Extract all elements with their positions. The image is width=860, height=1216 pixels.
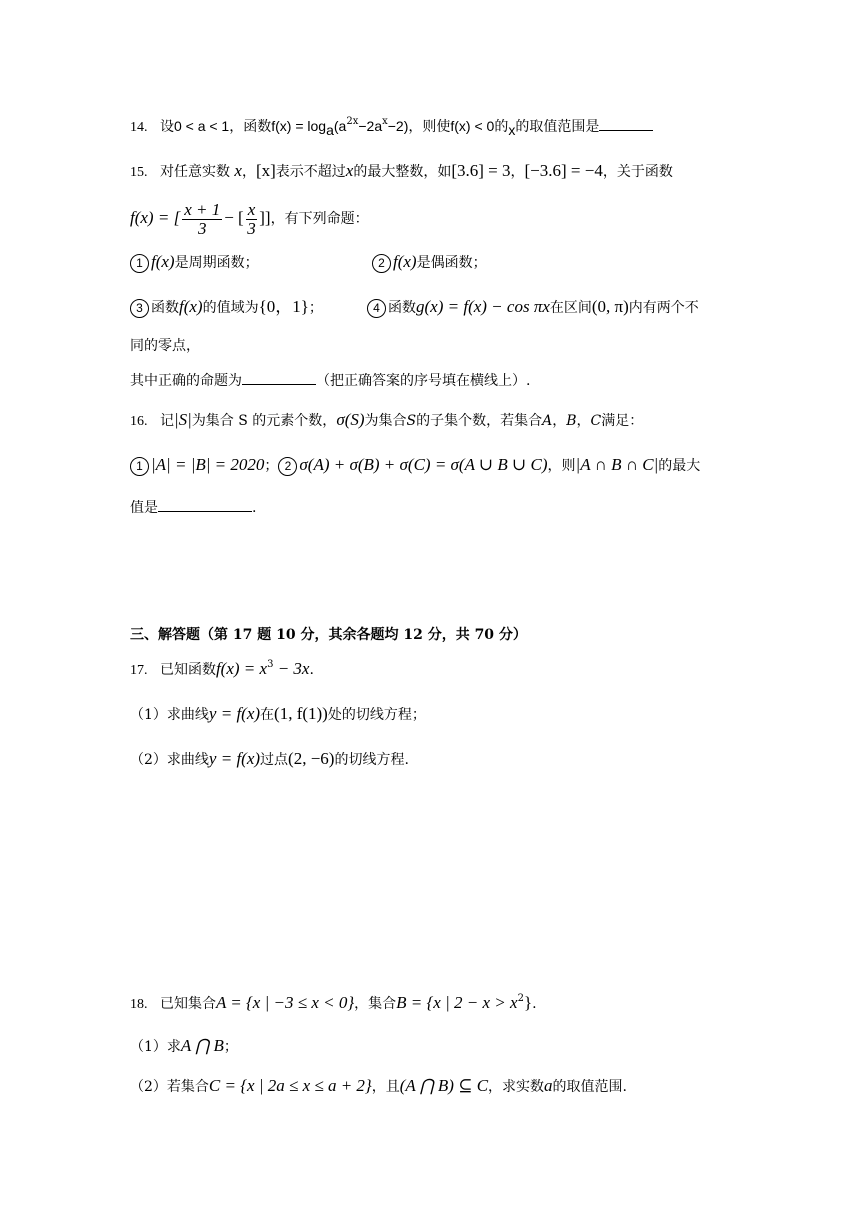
numerator: x (247, 199, 256, 219)
text: . (252, 500, 257, 516)
text: 在区间 (549, 300, 592, 316)
question-17 (130, 659, 314, 681)
math: x (234, 161, 242, 180)
proposition-4 (367, 297, 699, 318)
question-15-ending (130, 370, 530, 391)
fraction (182, 201, 222, 238)
text: ， (576, 413, 591, 429)
math: [3.6] = 3 (451, 161, 511, 180)
text: 记 (159, 413, 174, 429)
question-18-part-2 (130, 1076, 627, 1097)
text: 过点 (260, 752, 289, 768)
math: σ(A) + σ(B) + σ(C) = σ(A ∪ B ∪ C) (299, 455, 548, 474)
numerator: x + 1 (184, 199, 221, 219)
text: 的最大整数，如 (353, 164, 452, 180)
text: ； (223, 1039, 238, 1055)
text: 已知函数 (159, 662, 216, 678)
text: 函数 (151, 300, 179, 316)
question-17-part-1 (130, 704, 426, 725)
math: C = {x | 2a ≤ x ≤ a + 2} (208, 1076, 372, 1095)
math: [−3.6] = −4 (524, 161, 603, 180)
question-number: 14. (130, 120, 148, 135)
question-number: 17. (130, 663, 148, 678)
text: ； (308, 300, 323, 316)
text: （2）求曲线 (130, 752, 209, 768)
math: } (523, 993, 533, 1012)
math: f(x) (151, 252, 175, 271)
answer-blank (158, 497, 252, 512)
text: ； (264, 458, 279, 474)
math: f(x) (179, 297, 203, 316)
text: 值是 (130, 500, 158, 516)
math-sup: 2x (346, 116, 359, 127)
math: f(x) < 0 (450, 118, 495, 134)
math: (2, −6) (288, 749, 335, 768)
math: B = {x | 2 − x > x (396, 993, 518, 1012)
text: ， (510, 164, 525, 180)
function-definition (130, 200, 369, 238)
math: x (345, 161, 354, 180)
question-18-part-1 (130, 1036, 238, 1057)
math: A ⋂ B (180, 1036, 224, 1055)
math: − [ (224, 208, 244, 227)
math: A (542, 413, 553, 429)
math: 0 < a < 1 (173, 118, 230, 134)
text: 的最大 (658, 458, 701, 474)
math: f(x) = x (215, 659, 268, 678)
text: ，求实数 (488, 1079, 545, 1095)
math: |A| = |B| = 2020 (151, 455, 265, 474)
circled-number: 3 (130, 299, 149, 318)
math: (A ⋂ B) ⊆ C (399, 1076, 489, 1095)
text: 对任意实数 (159, 164, 230, 180)
text: 为集合 (364, 413, 407, 429)
math: (1, f(1)) (274, 704, 328, 723)
math: − 3x (273, 659, 310, 678)
math: σ(S) (336, 410, 365, 429)
text: ， (552, 413, 567, 429)
text: ，则使 (408, 119, 451, 135)
text: 设 (159, 119, 174, 135)
text: （把正确答案的序号填在横线上）. (316, 373, 531, 389)
question-17-part-2 (130, 749, 409, 770)
question-16-conditions (130, 455, 700, 476)
text: 是偶函数； (416, 255, 487, 271)
text: ，有下列命题： (270, 211, 369, 227)
text: ，且 (371, 1079, 400, 1095)
denominator: 3 (247, 218, 256, 238)
circled-number: 1 (130, 457, 149, 476)
math: −2a (358, 118, 383, 134)
circled-number: 2 (278, 457, 297, 476)
text: 的子集个数，若集合 (416, 413, 543, 429)
text: ，函数 (229, 119, 272, 135)
denominator: 3 (197, 218, 207, 238)
text: . (532, 996, 537, 1012)
math: y = f(x) (208, 704, 261, 723)
text: 的 (494, 119, 509, 135)
math: {0，1} (258, 297, 309, 316)
circled-number: 2 (372, 254, 391, 273)
text: . (309, 662, 314, 678)
text: ，关于函数 (602, 164, 673, 180)
proposition-3 (130, 297, 323, 318)
math-sub: a (326, 122, 334, 138)
text: 处的切线方程； (327, 707, 426, 723)
fraction (246, 201, 258, 238)
text: ，则 (547, 458, 576, 474)
text: 的取值范围是 (515, 119, 600, 135)
text: 是周期函数； (174, 255, 259, 271)
text: 的取值范围. (552, 1079, 627, 1095)
circled-number: 4 (367, 299, 386, 318)
question-number: 18. (130, 997, 148, 1012)
question-number: 16. (130, 414, 148, 429)
math: g(x) = f(x) − cos πx (416, 297, 550, 316)
text: 表示不超过 (275, 164, 346, 180)
math: (0, π) (591, 297, 629, 316)
proposition-2 (372, 252, 487, 273)
math: f(x) = log (271, 118, 327, 134)
math: a (544, 1076, 553, 1095)
math: |A ∩ B ∩ C| (575, 455, 659, 474)
text: 的切线方程. (334, 752, 409, 768)
proposition-1 (130, 252, 259, 273)
text: 为集合 S 的元素个数， (191, 413, 337, 429)
question-number: 15. (130, 165, 148, 180)
text: ， (241, 164, 256, 180)
math-sup: x (382, 116, 388, 127)
answer-blank (599, 116, 653, 131)
math: S (406, 413, 417, 429)
math: [x] (255, 161, 276, 180)
text: 同的零点， (130, 338, 200, 354)
answer-blank (242, 370, 316, 385)
text: 的值域为 (202, 300, 259, 316)
math-sup: 3 (267, 659, 274, 670)
math: −2) (387, 118, 409, 134)
text: 在 (260, 707, 275, 723)
question-16-ending (130, 497, 256, 518)
text: 其中正确的命题为 (130, 373, 242, 389)
question-16 (130, 410, 643, 432)
math: A = {x | −3 ≤ x < 0} (215, 993, 355, 1012)
math: |S| (173, 410, 192, 429)
text: （1）求 (130, 1039, 181, 1055)
proposition-4-cont (130, 336, 200, 356)
text: 函数 (388, 300, 416, 316)
text: 内有两个不 (628, 300, 699, 316)
question-18 (130, 993, 537, 1015)
math: (a (333, 118, 347, 134)
math: f(x) = [ (130, 208, 181, 227)
math: C (590, 413, 602, 429)
text: （2）若集合 (130, 1079, 209, 1095)
math-sup: 2 (517, 993, 524, 1004)
math: ]] (259, 208, 271, 227)
text: ，集合 (354, 996, 397, 1012)
text: 已知集合 (159, 996, 216, 1012)
section-heading: 三、解答题（第 17 题 10 分，其余各题均 12 分，共 70 分） (130, 627, 527, 643)
text: （1）求曲线 (130, 707, 209, 723)
text: 满足： (601, 413, 644, 429)
circled-number: 1 (130, 254, 149, 273)
question-15 (130, 161, 673, 183)
math: y = f(x) (208, 749, 261, 768)
question-14 (130, 116, 653, 138)
math: B (566, 413, 577, 429)
math: f(x) (393, 252, 417, 271)
math: x (508, 122, 516, 138)
